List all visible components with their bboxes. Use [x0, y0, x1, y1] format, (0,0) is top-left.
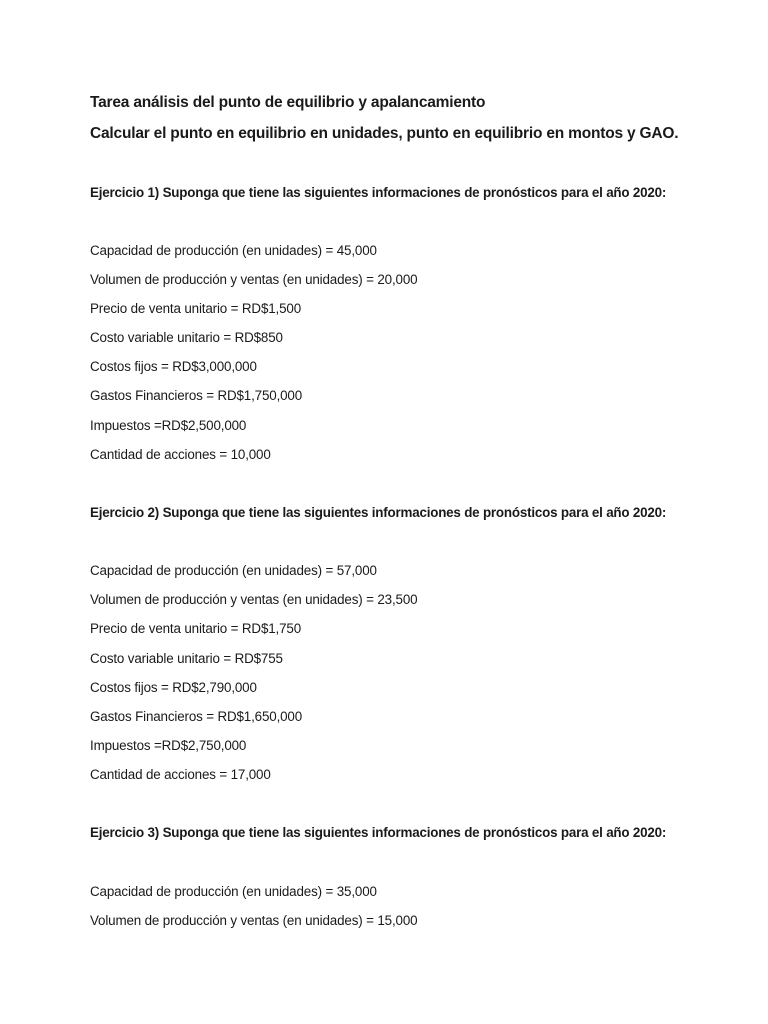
exercise-3-item: Capacidad de producción (en unidades) = 35,000 — [90, 884, 377, 899]
exercise-1-item: Impuestos =RD$2,500,000 — [90, 418, 247, 433]
exercise-2-item: Precio de venta unitario = RD$1,750 — [90, 621, 301, 636]
document-instruction: Calcular el punto en equilibrio en unidades, punto en equilibrio en montos y GAO. — [90, 125, 679, 142]
exercise-1-item: Volumen de producción y ventas (en unidades) = 20,000 — [90, 272, 418, 287]
exercise-2-item: Capacidad de producción (en unidades) = 57,000 — [90, 563, 377, 578]
exercise-2-item: Costo variable unitario = RD$755 — [90, 651, 283, 666]
exercise-2-item: Impuestos =RD$2,750,000 — [90, 738, 247, 753]
exercise-1-item: Precio de venta unitario = RD$1,500 — [90, 301, 301, 316]
exercise-2-item: Cantidad de acciones = 17,000 — [90, 767, 271, 782]
exercise-1-item: Cantidad de acciones = 10,000 — [90, 447, 271, 462]
exercise-1-item: Gastos Financieros = RD$1,750,000 — [90, 388, 303, 403]
exercise-3-heading: Ejercicio 3) Suponga que tiene las siguientes informaciones de pronósticos para el año 2020: — [90, 825, 667, 840]
exercise-2-item: Volumen de producción y ventas (en unidades) = 23,500 — [90, 592, 418, 607]
exercise-1-item: Costos fijos = RD$3,000,000 — [90, 359, 257, 374]
exercise-1-heading: Ejercicio 1) Suponga que tiene las siguientes informaciones de pronósticos para el año 2020: — [90, 185, 667, 200]
exercise-1-item: Capacidad de producción (en unidades) = 45,000 — [90, 243, 377, 258]
exercise-2-item: Gastos Financieros = RD$1,650,000 — [90, 709, 303, 724]
exercise-3-item: Volumen de producción y ventas (en unidades) = 15,000 — [90, 913, 418, 928]
exercise-1-item: Costo variable unitario = RD$850 — [90, 330, 283, 345]
exercise-2-item: Costos fijos = RD$2,790,000 — [90, 680, 257, 695]
exercise-2-heading: Ejercicio 2) Suponga que tiene las siguientes informaciones de pronósticos para el año 2020: — [90, 505, 667, 520]
document-title: Tarea análisis del punto de equilibrio y apalancamiento — [90, 94, 486, 111]
